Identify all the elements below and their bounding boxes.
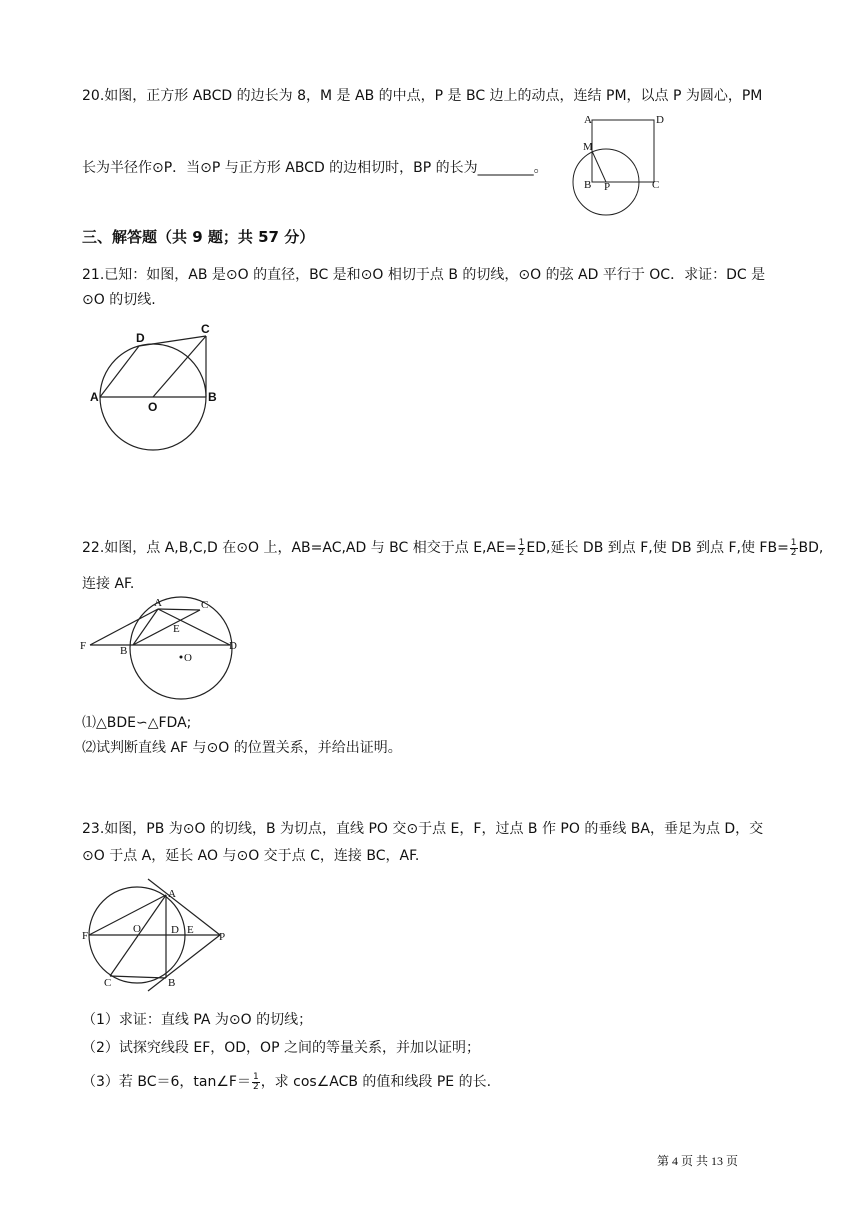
q22-label-c: C	[201, 599, 209, 611]
q23-line1: 23.如图，PB 为⊙O 的切线，B 为切点，直线 PO 交⊙于点 E，F，过点 B 作 PO 的垂线 BA，垂足为点 D，交	[82, 821, 764, 837]
q23-label-e: E	[187, 924, 194, 936]
q23-part3	[82, 1072, 491, 1092]
q20-line1: 20.如图，正方形 ABCD 的边长为 8，M 是 AB 的中点，P 是 BC 边上的动点，连结 PM，以点 P 为圆心，PM	[82, 88, 763, 104]
q21-line2: ⊙O 的切线.	[82, 292, 156, 308]
q22-line2: 连接 AF.	[82, 576, 135, 592]
q23-label-b: B	[168, 977, 176, 989]
q20-label-c: C	[652, 179, 660, 191]
q20-label-m: M	[583, 141, 593, 153]
q22-line1-a: 22.如图，点 A,B,C,D 在⊙O 上，AB=AC,AD 与 BC 相交于点 E,AE=	[82, 540, 517, 556]
q22-fraction-2: $\frac{1}{2}$	[790, 537, 797, 558]
q20-line2: 长为半径作⊙P．当⊙P 与正方形 ABCD 的边相切时，BP 的长为________。	[82, 160, 548, 176]
q22-label-e: E	[173, 623, 180, 635]
q20-label-b: B	[584, 179, 592, 191]
q20-label-a: A	[584, 114, 592, 126]
q22-line1-c: BD,	[798, 540, 824, 556]
q23-part3-a: （3）若 BC＝6，tan∠F＝	[82, 1074, 251, 1090]
section-heading: 三、解答题（共 9 题；共 57 分）	[82, 228, 315, 246]
q21-figure	[82, 318, 232, 458]
q23-figure	[82, 876, 232, 994]
q20-label-d: D	[656, 114, 664, 126]
q23-label-p: P	[219, 931, 226, 943]
q23-label-o: O	[133, 923, 141, 935]
q23-label-c: C	[104, 977, 112, 989]
page-footer: 第 4 页 共 13 页	[657, 1154, 739, 1168]
q22-label-d: D	[229, 640, 237, 652]
q21-line1: 21.已知：如图，AB 是⊙O 的直径，BC 是和⊙O 相切于点 B 的切线，⊙O 的弦 AD 平行于 OC．求证：DC 是	[82, 267, 766, 283]
q22-part2: ⑵试判断直线 AF 与⊙O 的位置关系，并给出证明。	[82, 740, 402, 756]
q23-part3-b: ，求 cos∠ACB 的值和线段 PE 的长.	[260, 1074, 492, 1090]
q23-part2: （2）试探究线段 EF，OD，OP 之间的等量关系，并加以证明；	[82, 1040, 480, 1056]
q20-label-p: P	[604, 181, 611, 193]
q23-line2: ⊙O 于点 A，延长 AO 与⊙O 交于点 C，连接 BC，AF.	[82, 848, 420, 864]
q23-label-f: F	[82, 930, 89, 942]
q22-figure	[78, 595, 248, 710]
q21-label-d: D	[136, 331, 145, 345]
q23-part1: （1）求证：直线 PA 为⊙O 的切线；	[82, 1012, 313, 1028]
q23-label-a: A	[168, 888, 176, 900]
q21-label-o: O	[148, 400, 158, 414]
q21-label-a: A	[90, 390, 99, 404]
q22-fraction-1: $\frac{1}{2}$	[518, 537, 525, 558]
q22-label-a: A	[154, 597, 162, 609]
q23-fraction: $\frac{1}{2}$	[252, 1071, 259, 1092]
q23-label-d: D	[171, 924, 179, 936]
q21-label-b: B	[208, 390, 217, 404]
q22-label-o: O	[184, 652, 192, 664]
q22-line1-b: ED,延长 DB 到点 F,使 DB 到点 F,使 FB=	[526, 540, 789, 556]
q22-label-b: B	[120, 645, 128, 657]
q20-figure	[572, 108, 672, 218]
q22-part1: ⑴△BDE∽△FDA;	[82, 715, 192, 731]
q22-line1	[82, 538, 823, 558]
q21-label-c: C	[201, 322, 210, 336]
q22-label-f: F	[80, 640, 87, 652]
